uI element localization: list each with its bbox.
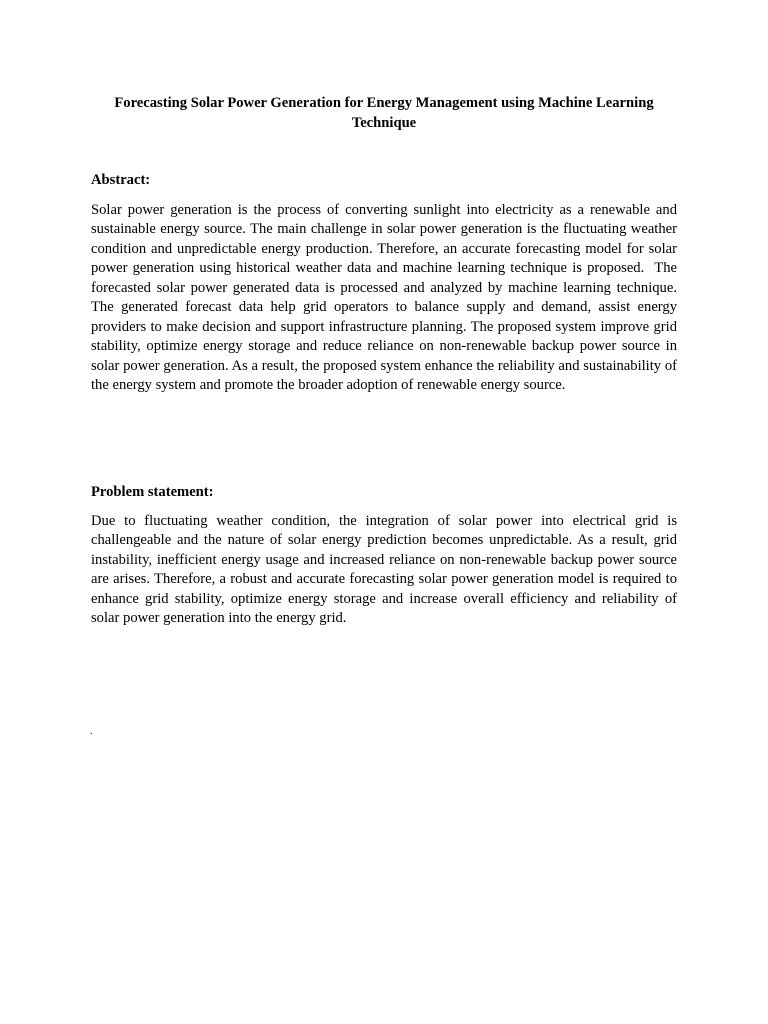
problem-statement-paragraph: Due to fluctuating weather condition, the integration of solar power into electrical grid is challengeable and the nature of solar energy prediction becomes unpredictable. As a result, grid instability, inefficient energy usage and increased reliance on non-renewable backup power source are arises. Therefore, a robust and accurate forecasting solar power generation model is required to enhance grid stability, optimize energy storage and increase overall efficiency and reliability of solar power generation into the energy grid. <box>91 513 681 627</box>
trailing-period-mark: . <box>90 726 93 737</box>
abstract-heading: Abstract: <box>91 172 151 188</box>
problem-statement-heading: Problem statement: <box>91 484 214 500</box>
abstract-paragraph: Solar power generation is the process of converting sunlight into electricity as a renewable and sustainable energy source. The main challenge in solar power generation is the fluctuating weather condition and unpredictable energy production. Therefore, an accurate forecasting model for solar power generation using historical weather data and machine learning technique is proposed. The forecasted solar power generated data is processed and analyzed by machine learning technique. The generated forecast data help grid operators to balance supply and demand, assist energy providers to make decision and support infrastructure planning. The proposed system improve grid stability, optimize energy storage and reduce reliance on non-renewable backup power source in solar power generation. As a result, the proposed system enhance the reliability and sustainability of the energy system and promote the broader adoption of renewable energy source. <box>91 202 681 394</box>
document-title: Forecasting Solar Power Generation for Energy Management using Machine Learning Technique <box>114 95 654 131</box>
